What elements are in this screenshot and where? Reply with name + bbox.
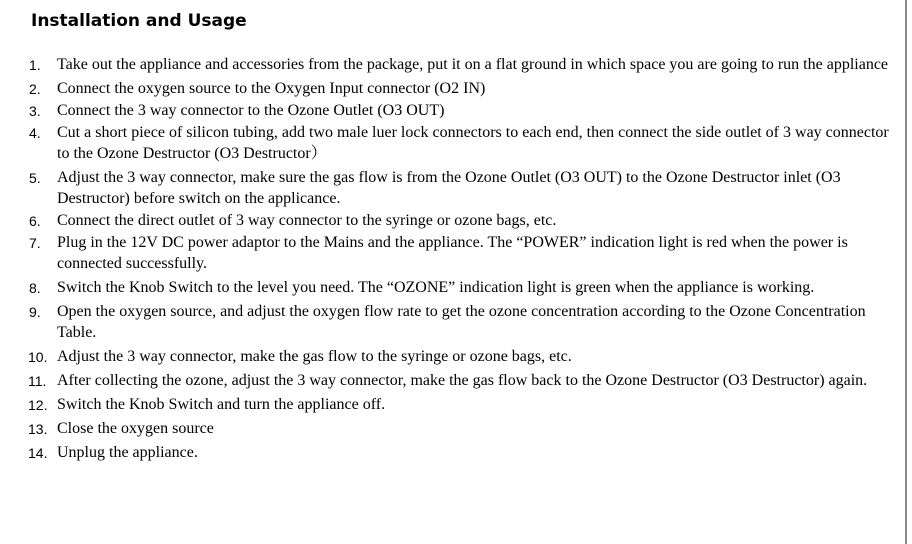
list-item-step-8 xyxy=(0,277,904,298)
step-number: 12. xyxy=(28,397,48,413)
step-number: 6. xyxy=(29,213,41,229)
step-number: 2. xyxy=(29,81,41,97)
step-text: Connect the oxygen source to the Oxygen Input connector (O2 IN) xyxy=(57,80,486,97)
step-text: Connect the 3 way connector to the Ozone Outlet (O3 OUT) xyxy=(57,102,445,119)
step-text: Switch the Knob Switch to the level you need. The “OZONE” indication light is green when the appliance is working. xyxy=(57,279,815,296)
list-item-step-13 xyxy=(0,418,904,439)
step-number: 13. xyxy=(28,421,48,437)
step-text: Connect the direct outlet of 3 way connector to the syringe or ozone bags, etc. xyxy=(57,212,557,229)
section-heading: Installation and Usage xyxy=(31,11,247,31)
list-item-step-3 xyxy=(0,100,904,121)
list-item-step-1 xyxy=(0,54,904,75)
step-number: 14. xyxy=(28,445,48,461)
list-item-step-6 xyxy=(0,210,904,231)
step-text: Plug in the 12V DC power adaptor to the Mains and the appliance. The “POWER” indication light is red when the power is connected successfully. xyxy=(57,234,848,272)
step-text: Unplug the appliance. xyxy=(57,444,198,461)
step-text: Cut a short piece of silicon tubing, add two male luer lock connectors to each end, then connect the side outlet of 3 way connector to the Ozone Destructor (O3 Destructor） xyxy=(57,124,889,162)
installation-steps-list xyxy=(0,54,904,466)
step-text: After collecting the ozone, adjust the 3 way connector, make the gas flow back to the Ozone Destructor (O3 Destructor) again. xyxy=(57,372,868,389)
list-item-step-4 xyxy=(0,122,904,164)
list-item-step-5 xyxy=(0,167,904,209)
step-number: 4. xyxy=(29,125,41,141)
list-item-step-12 xyxy=(0,394,904,415)
step-text: Adjust the 3 way connector, make the gas flow to the syringe or ozone bags, etc. xyxy=(57,348,572,365)
step-number: 10. xyxy=(28,349,48,365)
step-text: Close the oxygen source xyxy=(57,420,214,437)
list-item-step-11 xyxy=(0,370,904,391)
list-item-step-2 xyxy=(0,78,904,99)
step-number: 11. xyxy=(28,373,47,389)
list-item-step-10 xyxy=(0,346,904,367)
step-text: Adjust the 3 way connector, make sure the gas flow is from the Ozone Outlet (O3 OUT) to the Ozone Destructor inlet (O3 Destructor) before switch on the applicance. xyxy=(57,169,841,207)
step-text: Open the oxygen source, and adjust the oxygen flow rate to get the ozone concentration according to the Ozone Concentration Table. xyxy=(57,303,866,341)
step-number: 9. xyxy=(29,304,41,320)
step-number: 5. xyxy=(29,170,41,186)
list-item-step-14 xyxy=(0,442,904,463)
list-item-step-7 xyxy=(0,232,904,274)
step-text: Take out the appliance and accessories from the package, put it on a flat ground in which space you are going to run the appliance xyxy=(57,56,889,73)
step-text: Switch the Knob Switch and turn the appliance off. xyxy=(57,396,386,413)
list-item-step-9 xyxy=(0,301,904,343)
page-edge-divider xyxy=(905,0,907,544)
step-number: 7. xyxy=(29,235,41,251)
step-number: 1. xyxy=(29,57,41,73)
step-number: 3. xyxy=(29,103,41,119)
step-number: 8. xyxy=(29,280,41,296)
